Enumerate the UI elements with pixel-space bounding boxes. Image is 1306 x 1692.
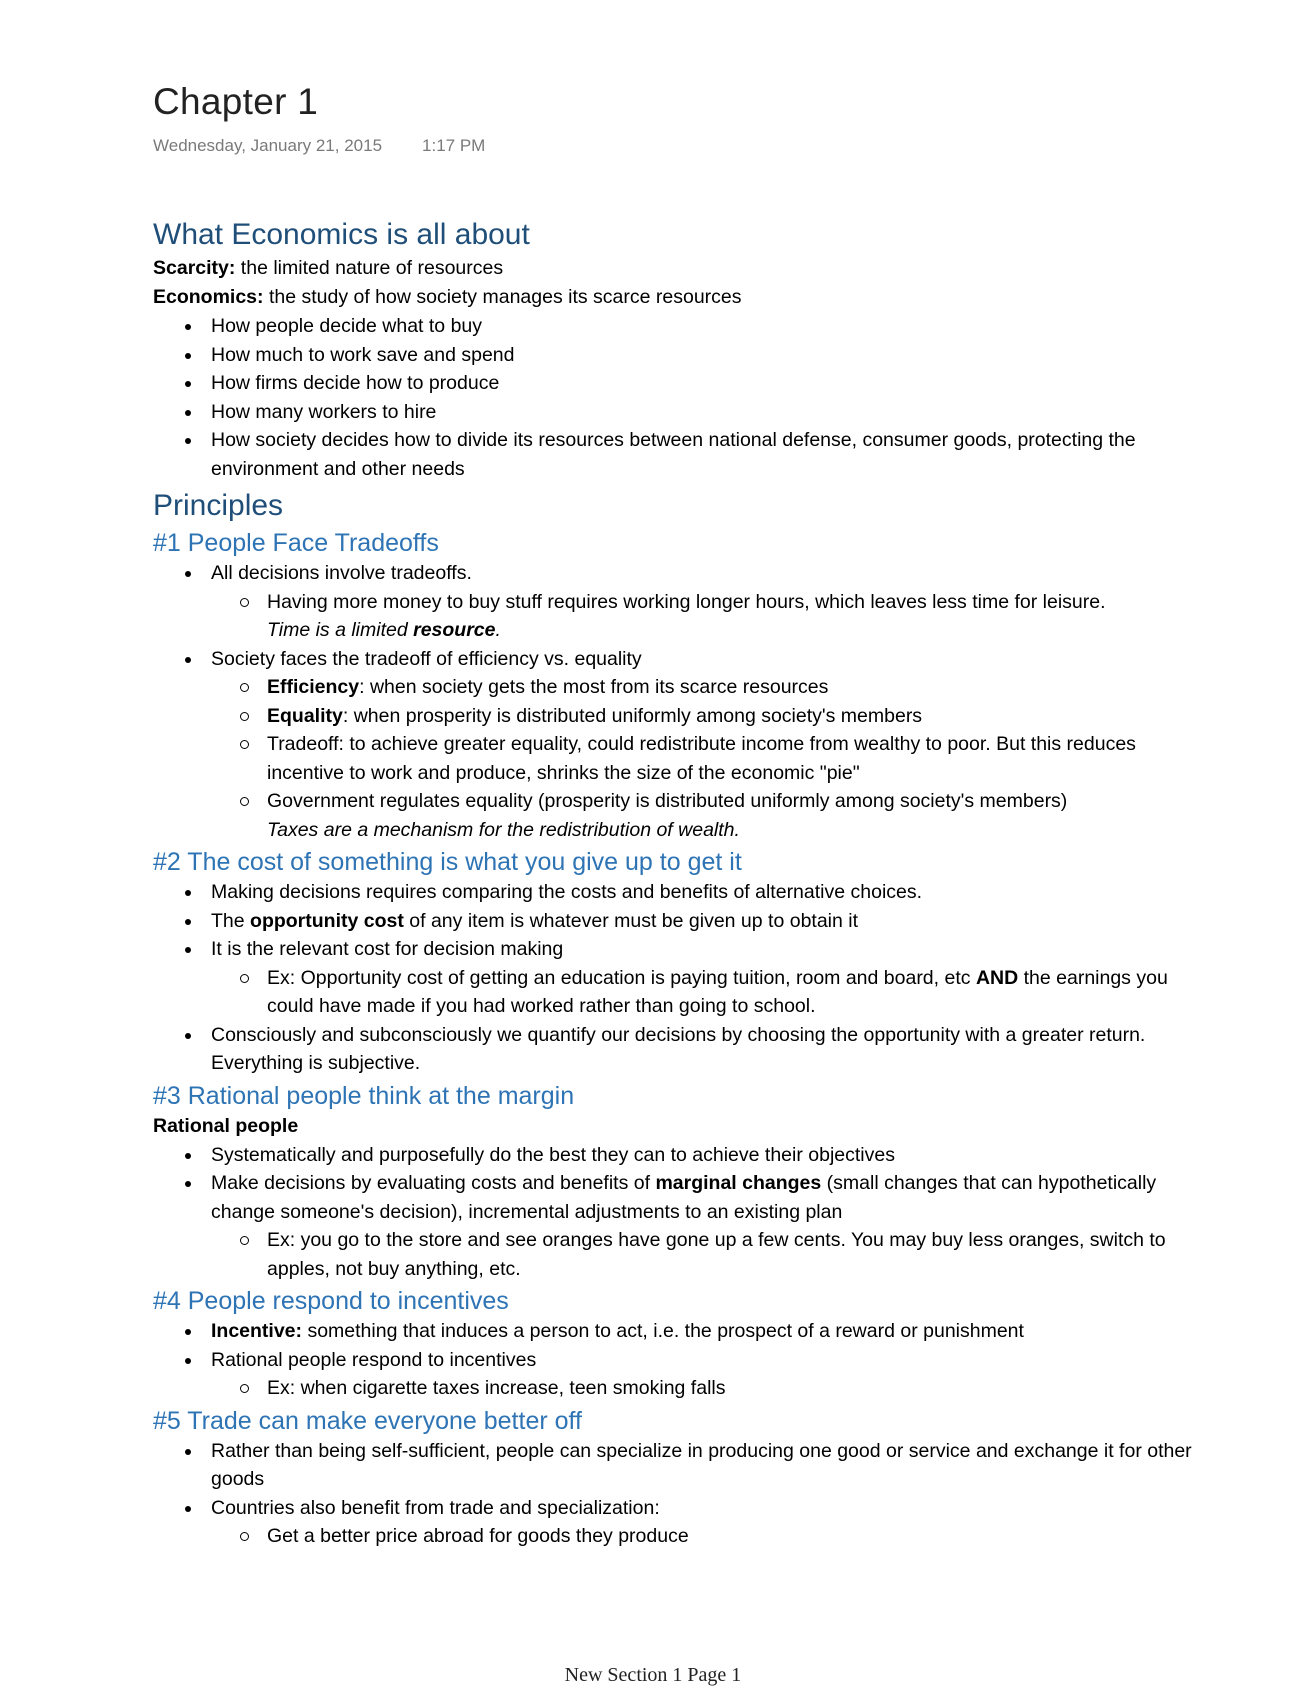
economics-def-text: the study of how society manages its scarce resources [263, 286, 742, 308]
list-item: Making decisions requires comparing the costs and benefits of alternative choices. [153, 878, 1203, 907]
heading-principle-2: #2 The cost of something is what you give up to get it [153, 848, 742, 876]
list-item [153, 907, 1203, 936]
principle-1-list [153, 559, 1203, 844]
heading-principle-1: #1 People Face Tradeoffs [153, 529, 439, 557]
sub-list [209, 1226, 1203, 1283]
list-item [153, 645, 1203, 845]
sub-list-item-text: Having more money to buy stuff requires working longer hours, which leaves less time for leisure. [267, 590, 1106, 613]
sub-list-item [209, 673, 1203, 702]
page-date: Wednesday, January 21, 2015 [153, 136, 383, 155]
text: the earnings you could have made if you had worked rather than going to school. [267, 966, 1168, 1017]
note-text: Time is a limited [267, 619, 414, 641]
list-item [153, 935, 1203, 1021]
list-item: How people decide what to buy [153, 312, 1203, 341]
principle-3-list [153, 1141, 1203, 1284]
list-item-text: Society faces the tradeoff of efficiency vs. equality [211, 647, 642, 670]
list-item: How firms decide how to produce [153, 369, 1203, 398]
equality-def: : when prosperity is distributed uniformly among society's members [342, 704, 923, 727]
note-bold: resource [413, 619, 496, 641]
sub-list [209, 1374, 1203, 1403]
page-footer: New Section 1 Page 1 [564, 1664, 742, 1686]
scarcity-definition [153, 254, 1203, 283]
economics-term: Economics: [153, 286, 264, 308]
page-title[interactable]: Chapter 1 [153, 81, 319, 122]
sub-list-item-text: Government regulates equality (prosperity is distributed uniformly among society's members) [267, 790, 1068, 812]
list-item: Consciously and subconsciously we quantify our decisions by choosing the opportunity with a greater return. Everything is subjective. [153, 1021, 1203, 1078]
text: of any item is whatever must be given up to obtain it [403, 909, 859, 932]
list-item [153, 1346, 1203, 1403]
list-item-text: All decisions involve tradeoffs. [211, 562, 472, 584]
efficiency-term: Efficiency [267, 676, 360, 698]
principle-5-list [153, 1437, 1203, 1551]
sub-list-item [209, 787, 1203, 844]
rational-people-term [153, 1112, 1203, 1141]
page-time: 1:17 PM [422, 136, 486, 155]
list-item [153, 559, 1203, 645]
notebook-page [153, 78, 1203, 1551]
equality-term: Equality [267, 704, 343, 727]
note-italic [267, 616, 1203, 645]
and-bold: AND [975, 966, 1019, 989]
list-item: Systematically and purposefully do the best they can to achieve their objectives [153, 1141, 1203, 1170]
sub-list-item [209, 964, 1203, 1021]
list-item-text: Rational people respond to incentives [211, 1348, 537, 1371]
note-italic: Taxes are a mechanism for the redistribution of wealth. [267, 818, 740, 841]
principle-4-list [153, 1317, 1203, 1403]
heading-what-economics: What Economics is all about [153, 218, 530, 251]
list-item-text: It is the relevant cost for decision making [211, 938, 564, 960]
list-item [153, 1317, 1203, 1346]
marginal-changes-term: marginal changes [655, 1172, 822, 1194]
principle-2-list [153, 878, 1203, 1078]
economics-definition [153, 283, 1203, 312]
list-item: How society decides how to divide its resources between national defense, consumer goods, protecting the environment and other needs [153, 426, 1203, 483]
heading-principle-5: #5 Trade can make everyone better off [153, 1406, 582, 1435]
economics-bullet-list [153, 312, 1203, 483]
list-item-text: Countries also benefit from trade and specialization: [211, 1496, 660, 1519]
page-timestamp [153, 134, 1203, 158]
text: something that induces a person to act, i.e. the prospect of a reward or punishment [302, 1320, 1024, 1342]
sub-list-item: Ex: when cigarette taxes increase, teen smoking falls [209, 1374, 1203, 1403]
list-item: How many workers to hire [153, 398, 1203, 427]
heading-principles: Principles [153, 489, 284, 522]
sub-list [209, 1522, 1203, 1551]
term-bold: Rational people [153, 1114, 299, 1137]
text: (small changes that can hypothetically change someone's decision), incremental adjustments to an existing plan [211, 1172, 1157, 1223]
sub-list [209, 588, 1203, 645]
list-item [153, 1169, 1203, 1283]
sub-list [209, 673, 1203, 844]
efficiency-def: : when society gets the most from its scarce resources [359, 676, 829, 698]
incentive-term: Incentive: [211, 1320, 303, 1342]
sub-list-item: Tradeoff: to achieve greater equality, could redistribute income from wealthy to poor. But this reduces incentive to work and produce, shrinks the size of the economic "pie" [209, 730, 1203, 787]
note-end: . [495, 619, 501, 641]
opportunity-cost-term: opportunity cost [250, 909, 404, 932]
scarcity-def-text: the limited nature of resources [235, 257, 504, 279]
sub-list-item [209, 702, 1203, 731]
list-item: Rather than being self-sufficient, people can specialize in producing one good or service and exchange it for other goods [153, 1437, 1203, 1494]
text: Make decisions by evaluating costs and benefits of [211, 1172, 656, 1194]
text: The [211, 909, 251, 932]
sub-list-item: Get a better price abroad for goods they produce [209, 1522, 1203, 1551]
sub-list-item: Ex: you go to the store and see oranges have gone up a few cents. You may buy less oranges, switch to apples, not buy anything, etc. [209, 1226, 1203, 1283]
scarcity-term: Scarcity: [153, 257, 236, 279]
list-item: How much to work save and spend [153, 341, 1203, 370]
heading-principle-4: #4 People respond to incentives [153, 1287, 509, 1315]
sub-list [209, 964, 1203, 1021]
list-item [153, 1494, 1203, 1551]
sub-list-item [209, 588, 1203, 645]
heading-principle-3: #3 Rational people think at the margin [153, 1081, 575, 1110]
text: Ex: Opportunity cost of getting an education is paying tuition, room and board, etc [267, 966, 976, 989]
